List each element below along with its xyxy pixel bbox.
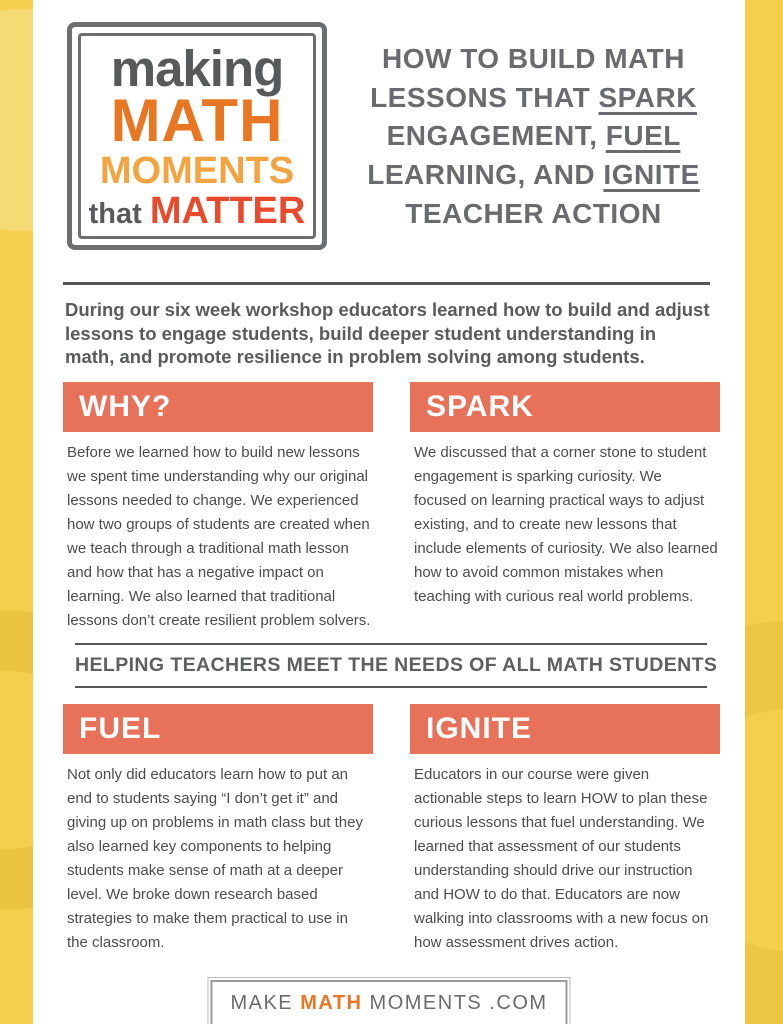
section-why-body: Before we learned how to build new lessons we spent time understanding why our original lessons needed to change. We experienced how two groups of students are created when we teach through a traditional math lesson and how that has a negative impact on learning. We also learned that traditional lessons don’t create resilient problem solvers. [67,444,371,630]
title-segment: LEARNING, AND [367,158,604,190]
website-badge [207,977,570,1024]
section-ignite-body: Educators in our course were given actionable steps to learn HOW to plan these curious lessons that fuel understanding. We learned that assessment of our students understanding should drive our instruction and HOW to do that. Educators are now walking into classrooms with a new focus on how assessment drives action. [414,766,709,952]
website-moments-com: MOMENTS .COM [362,992,548,1014]
logo-word-that-matter [88,189,306,232]
section-fuel-title: FUEL [79,712,162,746]
title-segment-spark: SPARK [598,81,697,113]
row-why-spark [63,382,720,633]
website-badge-text [210,980,567,1024]
poster-content [33,0,745,1024]
intro-paragraph: During our six week workshop educators learned how to build and adjust lessons to engage students, build deeper student understanding in math, and promote resilience in problem solving among students. [65,299,710,368]
website-math: MATH [300,992,363,1014]
logo-word-that: that [88,197,150,230]
logo-word-math: MATH [110,86,284,154]
section-why [63,382,373,633]
section-ignite [410,704,720,955]
section-why-title: WHY? [79,390,172,424]
section-spark [410,382,720,633]
page-title [327,40,720,233]
row-fuel-ignite [63,704,720,955]
title-segment: ENGAGEMENT, [386,120,606,152]
logo-inner-frame [78,33,316,239]
section-spark-header [410,382,720,432]
section-ignite-title: IGNITE [426,712,533,746]
section-spark-body: We discussed that a corner stone to student engagement is sparking curiosity. We focused on learning practical ways to adjust existing, and to create new lessons that include elements of curiosity. We also learned how to avoid common mistakes when teaching with curious real world problems. [414,444,718,606]
section-spark-title: SPARK [426,390,534,424]
making-math-moments-logo [67,22,327,250]
title-segment-ignite: IGNITE [603,158,700,190]
logo-word-moments: MOMENTS [99,149,295,192]
title-segment-fuel: FUEL [605,120,681,152]
section-why-header [63,382,373,432]
header-row [63,22,720,250]
section-ignite-header [410,704,720,754]
title-segment: TEACHER ACTION [405,197,662,229]
logo-word-matter: MATTER [149,189,306,232]
title-segment: HOW TO BUILD MATH LESSONS THAT [370,43,685,113]
mid-banner: HELPING TEACHERS MEET THE NEEDS OF ALL MATH STUDENTS [75,643,707,688]
logo-word-making: making [110,39,284,97]
section-fuel-body: Not only did educators learn how to put an end to students saying “I don’t get it” and giving up on problems in math class but they also learned key components to helping students make sense of math at a deeper level. We broke down research based strategies to make them practical to use in the classroom. [67,766,363,952]
website-make: MAKE [230,992,301,1014]
section-fuel-header [63,704,373,754]
top-divider [63,282,710,285]
section-fuel [63,704,373,955]
